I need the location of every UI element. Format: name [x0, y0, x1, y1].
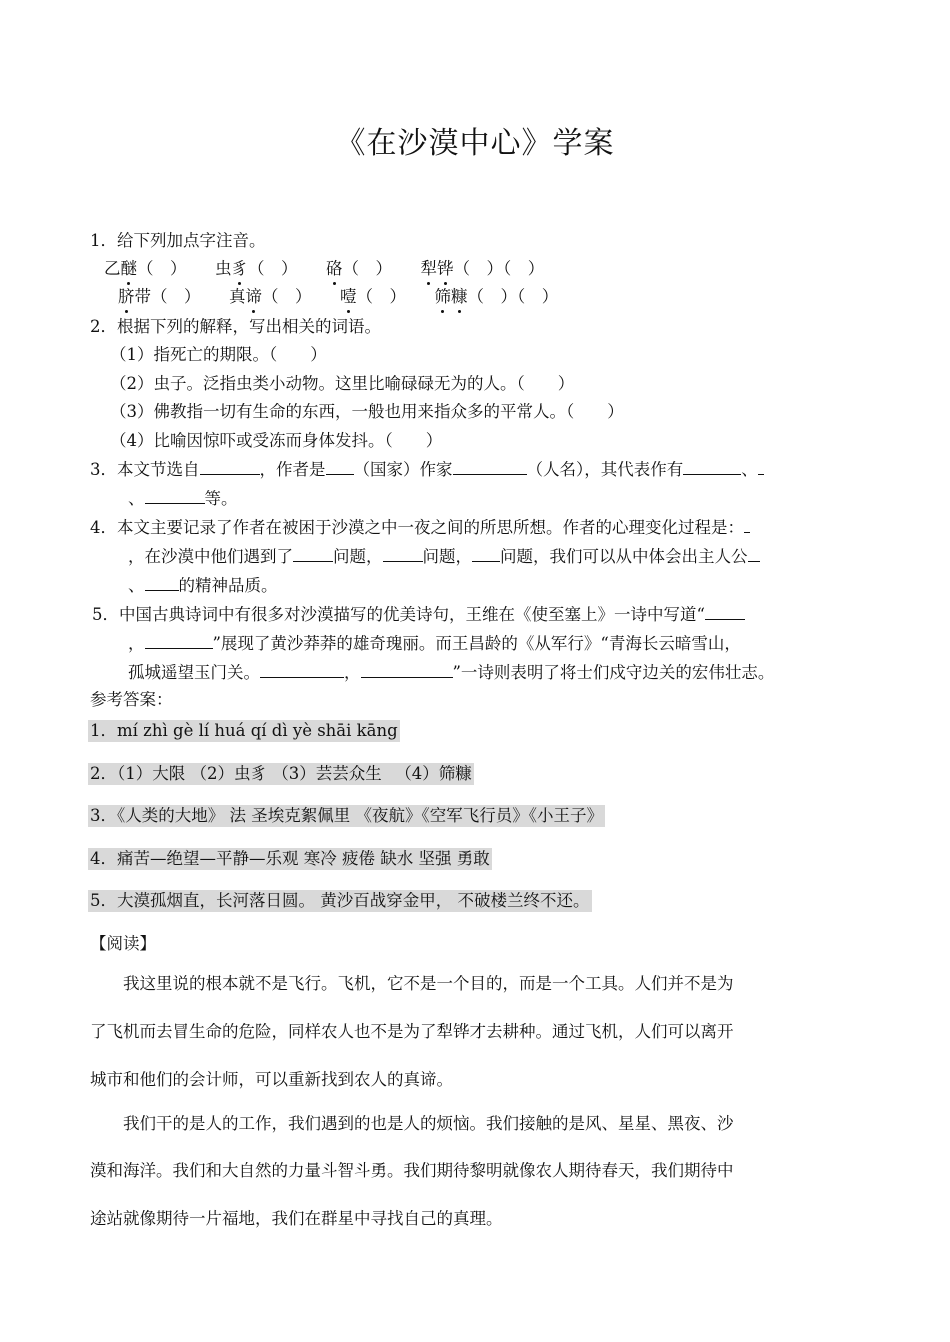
q3-blank-work2 [758, 460, 764, 475]
q1-char: 虫 [215, 259, 232, 278]
reading-p2-line: 途站就像期待一片福地，我们在群星中寻找自己的真理。 [90, 1209, 503, 1228]
q3-line2 [128, 489, 238, 509]
q4-line3 [128, 576, 278, 596]
q1-dotted-char: 犁 [420, 259, 437, 278]
q4-text: 、 [128, 576, 145, 595]
q1-dotted-char: 铧 [437, 259, 454, 278]
q4-blank [748, 547, 760, 562]
page-title: 《在沙漠中心》学案 [335, 126, 615, 161]
q5-text: ， [344, 663, 361, 682]
q3-blank-work3 [145, 489, 205, 504]
reading-p2-line: 漠和海洋。我们和大自然的力量斗智斗勇。我们期待黎明就像农人期待春天，我们期待中 [90, 1161, 734, 1180]
q1-row1 [104, 259, 544, 279]
q5-blank [260, 663, 344, 678]
q2-item: （3）佛教指一切有生命的东西，一般也用来指众多的平常人。（ ） [110, 402, 624, 421]
q1-answer-blank: （ ） [262, 287, 312, 306]
q5-blank [705, 605, 745, 620]
q5-line1 [92, 605, 745, 625]
reading-p1-line: 了飞机而去冒生命的危险，同样农人也不是为了犁铧才去耕种。通过飞机，人们可以离开 [90, 1022, 734, 1041]
q4-blank [145, 576, 179, 591]
answer-4: 4．痛苦—绝望—平静—乐观 寒冷 疲倦 缺水 坚强 勇敢 [90, 849, 490, 868]
answer-5: 5．大漠孤烟直，长河落日圆。 黄沙百战穿金甲， 不破楼兰终不还。 [90, 891, 590, 910]
q3-text: 、 [128, 489, 145, 508]
q2-item: （1）指死亡的期限。（ ） [110, 345, 327, 364]
q5-line2 [128, 634, 741, 654]
q1-dotted-char: 脐 [118, 287, 135, 306]
q4-text: 问题， [333, 547, 383, 566]
q1-dotted-char: 噎 [340, 287, 357, 306]
reading-p1-line: 我这里说的根本就不是飞行。飞机，它不是一个目的，而是一个工具。人们并不是为 [90, 974, 734, 993]
q3-text: 、 [741, 460, 758, 479]
q4-blank [293, 547, 333, 562]
q1-answer-blank: （ ） [137, 259, 187, 278]
q4-text: 问题，我们可以从中体会出主人公 [500, 547, 748, 566]
q1-answer-blank: （ ） [151, 287, 201, 306]
q4-line2 [128, 547, 760, 567]
q1-answer-blank: （ ） [248, 259, 298, 278]
q3-blank-country [326, 460, 354, 475]
q4-blank-process [744, 518, 750, 533]
q3-text: 3．本文节选自 [90, 460, 200, 479]
q1-dotted-char: 醚 [120, 259, 137, 278]
q5-text: 孤城遥望玉门关。 [128, 663, 260, 682]
q5-blank [361, 663, 453, 678]
q1-answer-blank: （ ） [356, 287, 406, 306]
q1-answer-blank: （ ） [342, 259, 392, 278]
q3-text: ，作者是 [259, 460, 326, 479]
q3-text: （国家）作家 [353, 460, 453, 479]
q4-text: 4．本文主要记录了作者在被困于沙漠之中一夜之间的所思所想。作者的心理变化过程是： [90, 518, 744, 537]
q1-char: 乙 [104, 259, 121, 278]
q1-char: 带 [134, 287, 151, 306]
q3-line1 [90, 460, 764, 480]
q5-text: 5．中国古典诗词中有很多对沙漠描写的优美诗句，王维在《使至塞上》一诗中写道“ [92, 605, 705, 624]
q3-blank-work1 [683, 460, 741, 475]
q2-item: （4）比喻因惊吓或受冻而身体发抖。（ ） [110, 431, 443, 450]
answer-1: 1．mí zhì gè lí huá qí dì yè shāi kāng [90, 721, 398, 740]
q1-char: 真 [229, 287, 246, 306]
q1-dotted-char: 筛 [434, 287, 451, 306]
q3-blank-author [453, 460, 527, 475]
q1-answer-blank: （ ）（ ） [467, 287, 559, 306]
q5-blank [145, 634, 213, 649]
q2-heading: 2．根据下列的解释，写出相关的词语。 [90, 317, 381, 336]
answers-heading: 参考答案： [90, 690, 173, 709]
q5-text: ”一诗则表明了将士们戍守边关的宏伟壮志。 [452, 663, 775, 682]
q1-heading: 1．给下列加点字注音。 [90, 231, 266, 250]
q1-dotted-char: 硌 [326, 259, 343, 278]
q4-blank [383, 547, 423, 562]
reading-p1-line: 城市和他们的会计师，可以重新找到农人的真谛。 [90, 1070, 453, 1089]
q4-text: 的精神品质。 [178, 576, 278, 595]
q1-dotted-char: 豸 [231, 259, 248, 278]
answer-3: 3．《人类的大地》 法 圣埃克絮佩里 《夜航》《空军飞行员》《小王子》 [90, 806, 603, 825]
q4-blank [472, 547, 500, 562]
q1-row2 [118, 287, 558, 307]
q1-dotted-char: 糠 [451, 287, 468, 306]
q3-text: 等。 [204, 489, 238, 508]
answer-2: 2．（1）大限 （2）虫豸 （3）芸芸众生 （4）筛糠 [90, 764, 472, 783]
q4-text: ，在沙漠中他们遇到了 [128, 547, 293, 566]
q5-line3 [128, 663, 774, 683]
q3-blank-source [200, 460, 260, 475]
q4-line1 [90, 518, 750, 538]
q4-text: 问题， [422, 547, 472, 566]
reading-heading: 【阅读】 [90, 934, 156, 953]
q5-text: ”展现了黄沙莽莽的雄奇瑰丽。而王昌龄的《从军行》“青海长云暗雪山， [212, 634, 741, 653]
q1-dotted-char: 谛 [245, 287, 262, 306]
reading-p2-line: 我们干的是人的工作，我们遇到的也是人的烦恼。我们接触的是风、星星、黑夜、沙 [90, 1114, 734, 1133]
q3-text: （人名），其代表作有 [526, 460, 684, 479]
q2-item: （2）虫子。泛指虫类小动物。这里比喻碌碌无为的人。（ ） [110, 374, 575, 393]
q1-answer-blank: （ ）（ ） [453, 259, 545, 278]
q5-text: ， [128, 634, 145, 653]
